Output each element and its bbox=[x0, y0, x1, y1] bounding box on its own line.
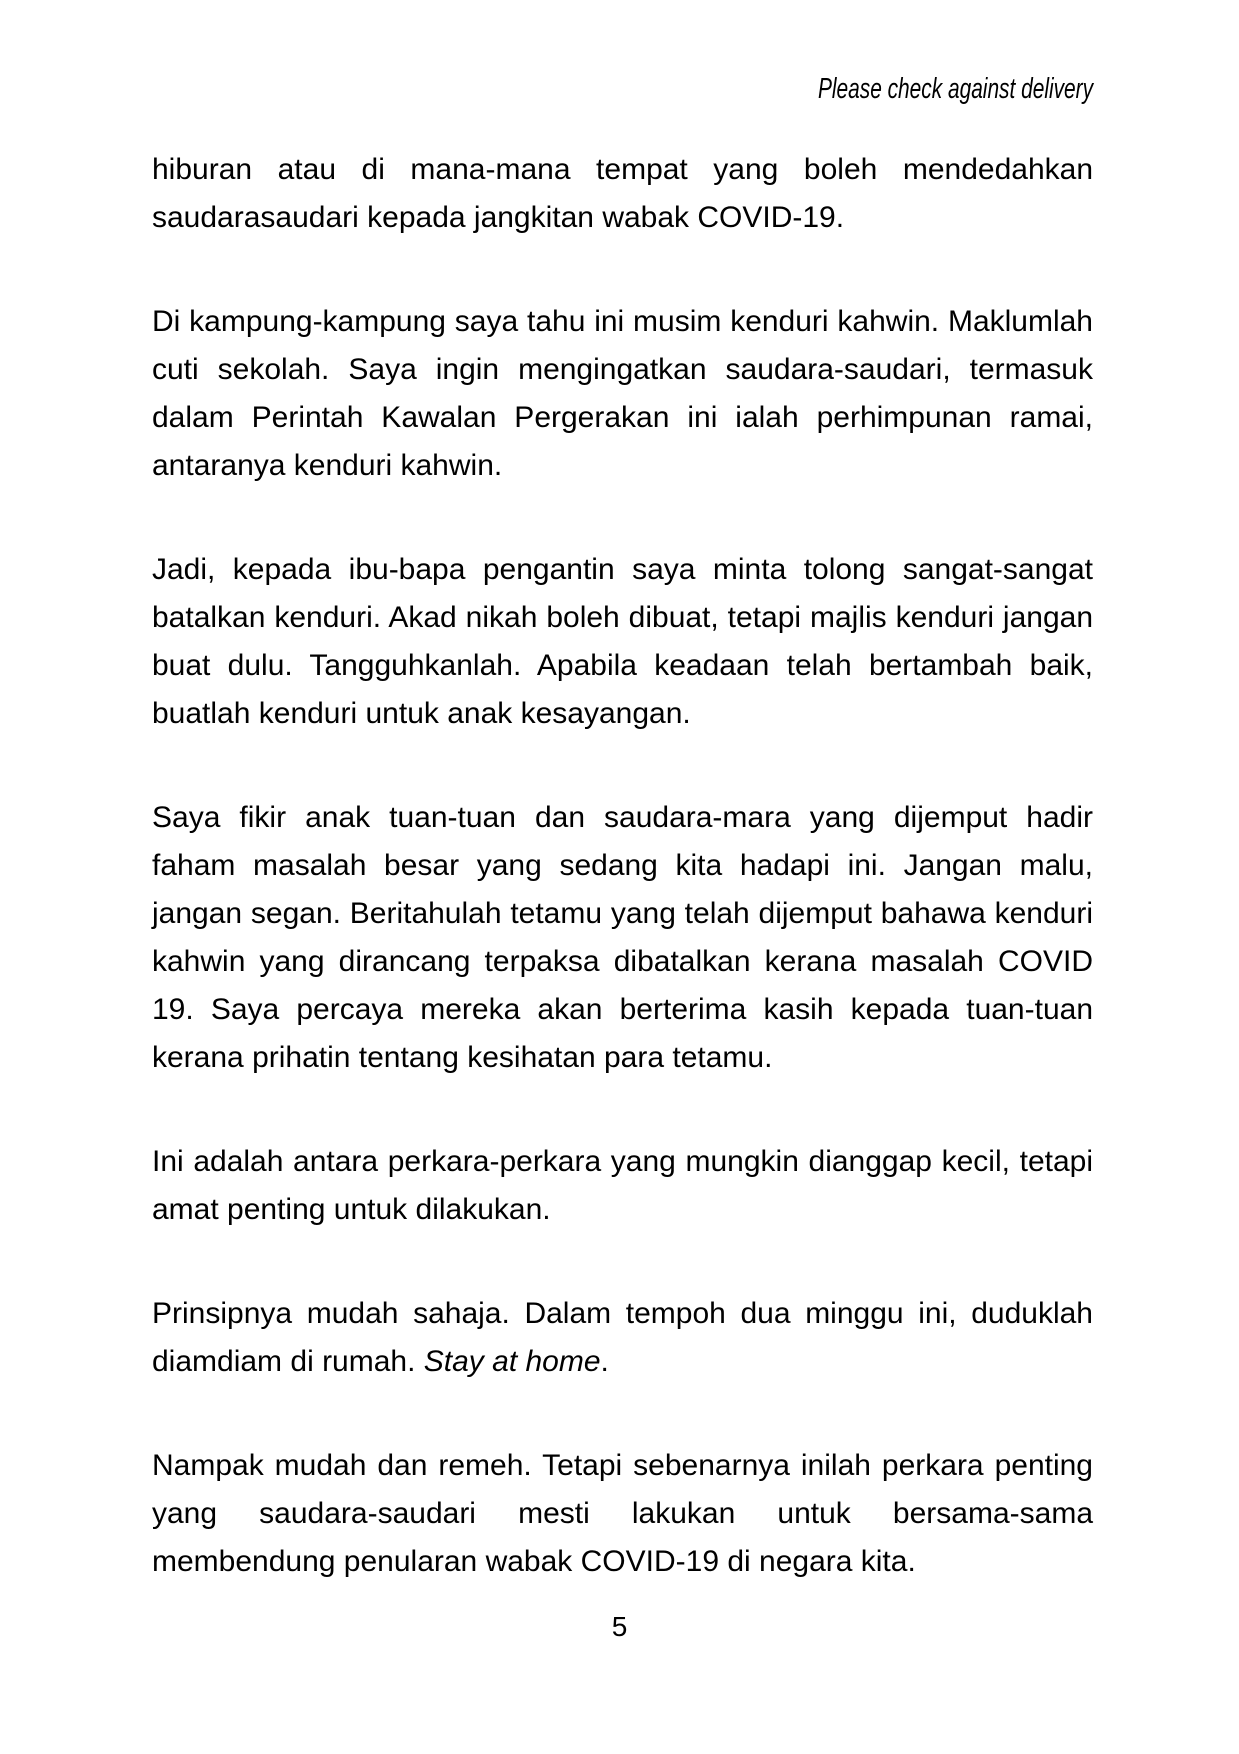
paragraph-text: Nampak mudah dan remeh. Tetapi sebenarnya inilah perkara penting yang saudara-saudari mesti lakukan untuk bersama-sama membendung penularan wabak COVID-19 di negara kita. bbox=[152, 1449, 1093, 1578]
paragraph bbox=[152, 1138, 1093, 1234]
paragraph-text: Saya fikir anak tuan-tuan dan saudara-mara yang dijemput hadir faham masalah besar yang sedang kita hadapi ini. Jangan malu, jangan segan. Beritahulah tetamu yang telah dijemput bahawa kenduri kahwin yang dirancang terpaksa dibatalkan kerana masalah COVID 19. Saya percaya mereka akan berterima kasih kepada tuan-tuan kerana prihatin tentang kesihatan para tetamu. bbox=[152, 801, 1093, 1074]
paragraph-text-italic: Stay at home bbox=[423, 1345, 601, 1378]
paragraph bbox=[152, 1442, 1093, 1586]
paragraph-text: . bbox=[600, 1345, 609, 1378]
paragraph-text: hiburan atau di mana-mana tempat yang boleh mendedahkan saudarasaudari kepada jangkitan wabak COVID-19. bbox=[152, 153, 1093, 234]
paragraph bbox=[152, 146, 1093, 242]
paragraph-text: Jadi, kepada ibu-bapa pengantin saya minta tolong sangat-sangat batalkan kenduri. Akad nikah boleh dibuat, tetapi majlis kenduri jangan buat dulu. Tangguhkanlah. Apabila keadaan telah bertambah baik, buatlah kenduri untuk anak kesayangan. bbox=[152, 553, 1093, 730]
document-body bbox=[152, 146, 1093, 1586]
paragraph bbox=[152, 298, 1093, 490]
paragraph-text: Di kampung-kampung saya tahu ini musim kenduri kahwin. Maklumlah cuti sekolah. Saya ingin mengingatkan saudara-saudari, termasuk dalam Perintah Kawalan Pergerakan ini ialah perhimpunan ramai, antaranya kenduri kahwin. bbox=[152, 305, 1093, 482]
header-note bbox=[711, 74, 1093, 106]
paragraph-text: Prinsipnya mudah sahaja. Dalam tempoh dua minggu ini, duduklah diamdiam di rumah. bbox=[152, 1297, 1093, 1378]
page-number: 5 bbox=[611, 1611, 628, 1642]
paragraph bbox=[152, 546, 1093, 738]
paragraph bbox=[152, 1290, 1093, 1386]
paragraph-text: Ini adalah antara perkara-perkara yang mungkin dianggap kecil, tetapi amat penting untuk dilakukan. bbox=[152, 1145, 1093, 1226]
paragraph bbox=[152, 794, 1093, 1082]
header-note-text: Please check against delivery bbox=[817, 73, 1093, 105]
